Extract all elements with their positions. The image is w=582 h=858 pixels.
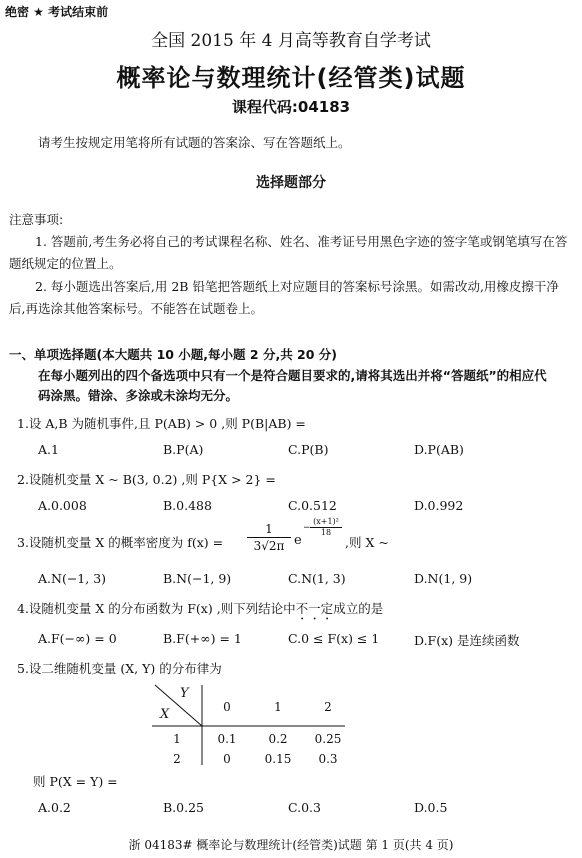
density-exp-numerator: (x+1)²	[310, 517, 342, 528]
table-cell: 0	[223, 752, 231, 766]
question-3-stem	[17, 533, 223, 551]
question-4-stem-prefix: 4.设随机变量 X 的分布函数为 F(x) ,则下列结论中	[17, 601, 296, 616]
density-exp-sign: −	[303, 523, 311, 533]
question-3-option-b: B.N(−1, 9)	[163, 571, 232, 586]
question-4-stem-suffix: 成立的是	[333, 601, 384, 616]
part1-heading: 一、单项选择题(本大题共 10 小题,每小题 2 分,共 20 分)	[9, 347, 338, 362]
question-3-option-a: A.N(−1, 3)	[38, 571, 107, 586]
subject-title: 概率论与数理统计(经管类)试题	[116, 64, 466, 92]
question-3-stem-prefix: 3.设随机变量 X 的概率密度为 f(x) =	[17, 535, 224, 550]
question-5-option-c: C.0.3	[288, 800, 321, 815]
question-2-option-c: C.0.512	[288, 498, 337, 513]
table-row-header: 2	[173, 752, 181, 766]
question-1-stem: 1.设 A,B 为随机事件,且 P(AB) > 0 ,则 P(B|AB) =	[17, 416, 306, 431]
density-exp-denominator: 18	[320, 528, 332, 537]
table-col-header: 0	[223, 700, 231, 714]
confidential-mark: 绝密 ★ 考试结束前	[5, 5, 109, 19]
question-2-option-b: B.0.488	[163, 498, 212, 513]
question-4-stem	[17, 599, 383, 623]
table-col-variable: Y	[180, 686, 189, 701]
question-4-option-d: D.F(x) 是连续函数	[414, 633, 520, 648]
question-2-stem: 2.设随机变量 X ~ B(3, 0.2) ,则 P{X > 2} =	[17, 472, 276, 487]
table-col-header: 1	[274, 700, 282, 714]
question-4-option-c: C.0 ≤ F(x) ≤ 1	[288, 631, 380, 646]
density-denominator: 3√2π	[253, 539, 285, 553]
question-3-stem-suffix: ,则 X ~	[345, 535, 389, 550]
answer-instruction: 请考生按规定用笔将所有试题的答案涂、写在答题纸上。	[38, 135, 351, 150]
question-2-option-d: D.0.992	[414, 498, 464, 513]
note-item-1: 1. 答题前,考生务必将自己的考试课程名称、姓名、准考证号用黑色字迹的签字笔或钢笔填写在答题纸规定的位置上。	[9, 234, 568, 271]
table-col-header: 2	[324, 700, 332, 714]
question-2-option-a: A.0.008	[38, 498, 87, 513]
density-numerator: 1	[247, 521, 291, 538]
density-exp-base: e	[294, 533, 302, 548]
table-row-header: 1	[173, 732, 181, 746]
table-cell: 0.25	[314, 732, 342, 746]
table-cell: 0.1	[217, 732, 237, 746]
part1-description: 在每小题列出的四个备选项中只有一个是符合题目要求的,请将其选出并将“答题纸”的相应代码涂黑。错涂、多涂或未涂均无分。	[38, 368, 547, 403]
density-fraction	[247, 521, 291, 554]
note-item-2: 2. 每小题选出答案后,用 2B 铅笔把答题纸上对应题目的答案标号涂黑。如需改动,用橡皮擦干净后,再选涂其他答案标号。不能答在试题卷上。	[9, 279, 559, 316]
question-1-option-d: D.P(AB)	[414, 442, 464, 457]
notes-heading: 注意事项:	[9, 212, 64, 227]
question-5-stem: 5.设二维随机变量 (X, Y) 的分布律为	[17, 661, 222, 676]
question-1-option-c: C.P(B)	[288, 442, 329, 457]
table-cell: 0.3	[318, 752, 338, 766]
page-footer: 浙 04183# 概率论与数理统计(经管类)试题 第 1 页(共 4 页)	[128, 838, 454, 852]
question-4-emphasis: 不一定	[295, 601, 334, 616]
course-code: 课程代码:04183	[231, 98, 351, 116]
table-cell: 0.15	[264, 752, 292, 766]
section-title: 选择题部分	[256, 175, 326, 191]
table-row-variable: X	[160, 707, 170, 722]
question-4-option-b: B.F(+∞) = 1	[163, 631, 242, 646]
question-3-option-d: D.N(1, 9)	[414, 571, 473, 586]
question-5-tail: 则 P(X = Y) =	[33, 774, 118, 789]
question-3-option-c: C.N(1, 3)	[288, 571, 346, 586]
question-5-option-d: D.0.5	[414, 800, 448, 815]
question-4-option-a: A.F(−∞) = 0	[38, 631, 117, 646]
question-5-option-a: A.0.2	[38, 800, 71, 815]
exam-title: 全国 2015 年 4 月高等教育自学考试	[151, 31, 431, 51]
table-cell: 0.2	[268, 732, 288, 746]
question-1-option-a: A.1	[38, 442, 59, 457]
question-5-option-b: B.0.25	[163, 800, 204, 815]
question-1-option-b: B.P(A)	[163, 442, 204, 457]
density-exponent	[310, 517, 342, 538]
